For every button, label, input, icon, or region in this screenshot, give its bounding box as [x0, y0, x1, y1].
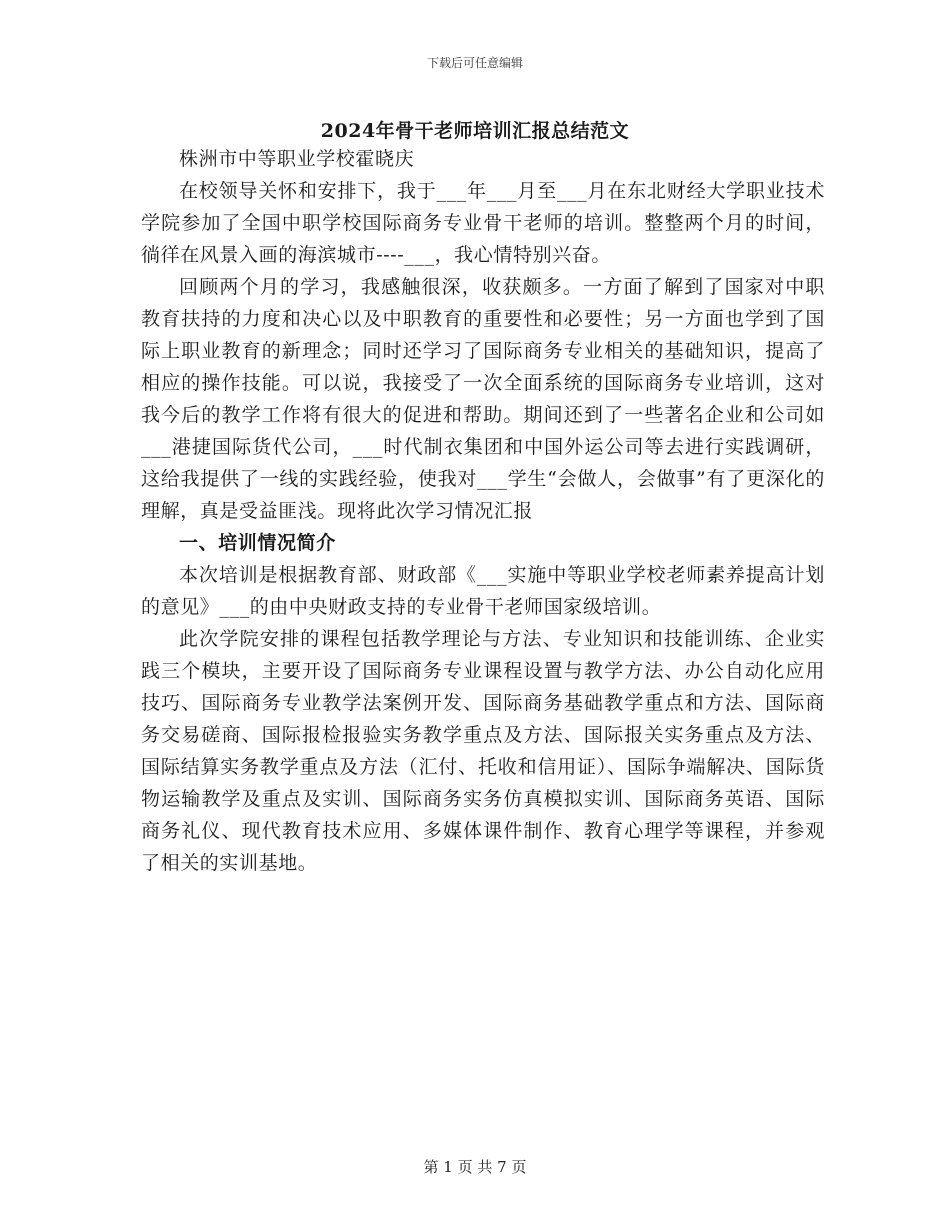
paragraph: 本次培训是根据教育部、财政部《___实施中等职业学校老师素养提高计划的意见》___的由中央财政支持的专业骨干老师国家级培训。	[141, 564, 825, 618]
author-line: 株洲市中等职业学校霍晓庆	[179, 148, 415, 170]
paragraph: 此次学院安排的课程包括教学理论与方法、专业知识和技能训练、企业实践三个模块，主要开设了国际商务专业课程设置与教学方法、办公自动化应用技巧、国际商务专业教学法案例开发、国际商务基础教学重点和方法、国际商务交易磋商、国际报检报验实务教学重点及方法、国际报关实务重点及方法、国际结算实务教学重点及方法（汇付、托收和信用证）、国际争端解决、国际货物运输教学及重点及实训、国际商务实务仿真模拟实训、国际商务英语、国际商务礼仪、现代教育技术应用、多媒体课件制作、教育心理学等课程，并参观了相关的实训基地。	[141, 628, 825, 874]
page-footer: 第 1 页 共 7 页	[423, 1158, 527, 1176]
paragraph: 回顾两个月的学习，我感触很深，收获颇多。一方面了解到了国家对中职教育扶持的力度和决心以及中职教育的重要性和必要性；另一方面也学到了国际上职业教育的新理念；同时还学习了国际商务专业相关的基础知识，提高了相应的操作技能。可以说，我接受了一次全面系统的国际商务专业培训，这对我今后的教学工作将有很大的促进和帮助。期间还到了一些著名企业和公司如___港捷国际货代公司，___时代制衣集团和中国外运公司等去进行实践调研，这给我提供了一线的实践经验，使我对___学生“会做人，会做事”有了更深化的理解，真是受益匪浅。现将此次学习情况汇报	[141, 276, 825, 522]
header-note: 下载后可任意编辑	[426, 56, 523, 70]
document-title: 2024年骨干老师培训汇报总结范文	[320, 120, 630, 142]
document-body	[141, 143, 825, 879]
paragraph: 在校领导关怀和安排下，我于___年___月至___月在东北财经大学职业技术学院参加了全国中职学校国际商务专业骨干老师的培训。整整两个月的时间，徜徉在风景入画的海滨城市----___，我心情特别兴奋。	[141, 180, 825, 266]
section-heading: 一、培训情况简介	[179, 532, 336, 554]
